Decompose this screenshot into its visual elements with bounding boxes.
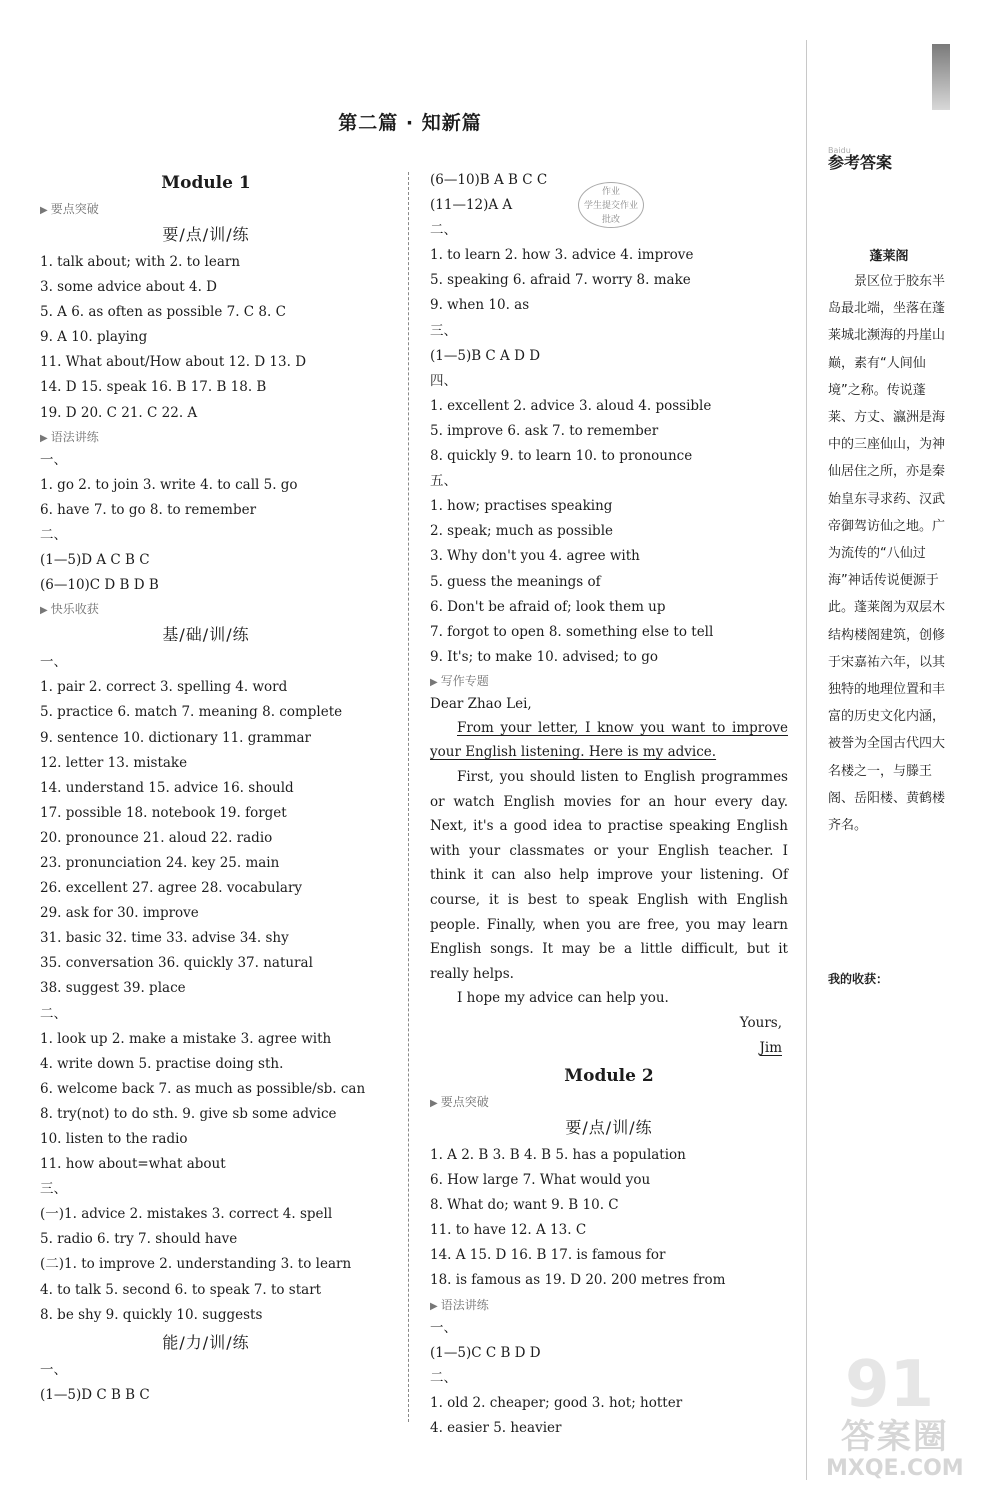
section-tag-label: 语法讲练 [440, 1297, 489, 1312]
left-answer-column [40, 168, 372, 1408]
answer-line: 3. some advice about 4. D [40, 279, 218, 296]
basic-training-answers [40, 650, 372, 1328]
heading-ability-training: 能/力/训/练 [162, 1332, 250, 1352]
answer-line: 19. D 20. C 21. C 22. A [40, 404, 198, 421]
section-tag-writing [430, 670, 788, 692]
answer-line: 一、 [40, 654, 67, 671]
answer-line: 8. be shy 9. quickly 10. suggests [40, 1306, 263, 1323]
answer-line: 14. D 15. speak 16. B 17. B 18. B [40, 379, 267, 396]
letter-paragraph-3: I hope my advice can help you. [457, 990, 669, 1007]
ability-training-answers [40, 1358, 372, 1408]
answer-line: 二、 [40, 526, 67, 543]
m2-grammar-answers [430, 1316, 788, 1441]
answer-line: 7. forgot to open 8. something else to tell [430, 623, 714, 640]
answer-line: 5. radio 6. try 7. should have [40, 1231, 238, 1248]
section-tag-label: 要点突破 [50, 202, 99, 216]
watermark [826, 1418, 964, 1482]
answer-line: 1. to learn 2. how 3. advice 4. improve [430, 247, 694, 264]
letter-body [430, 716, 788, 1011]
answer-line: 一、 [40, 451, 67, 468]
heading-basic-training: 基/础/训/练 [162, 625, 250, 645]
answer-line: (二)1. to improve 2. understanding 3. to learn [40, 1256, 352, 1273]
answer-line: (1—5)D A C B C [40, 552, 150, 569]
answer-line: 1. how; practises speaking [430, 498, 613, 515]
module-1-title: Module 1 [161, 173, 251, 193]
answer-line: 1. look up 2. make a mistake 3. agree with [40, 1030, 332, 1047]
stamp-line-3: 批改 [601, 215, 620, 225]
answer-line: 9. when 10. as [430, 297, 530, 314]
answer-line: 20. pronounce 21. aloud 22. radio [40, 829, 273, 846]
watermark-logo: 答案圈 [840, 1417, 949, 1457]
answer-line: 1. go 2. to join 3. write 4. to call 5. go [40, 476, 298, 493]
answer-line: 4. write down 5. practise doing sth. [40, 1055, 284, 1072]
answer-line: 二、 [430, 1369, 457, 1386]
answer-line: 18. is famous as 19. D 20. 200 metres from [430, 1272, 726, 1289]
answer-line: 1. pair 2. correct 3. spelling 4. word [40, 679, 288, 696]
triangle-icon: ▶ [40, 432, 48, 444]
answer-line: 26. excellent 27. agree 28. vocabulary [40, 880, 303, 897]
answer-line: 二、 [430, 222, 457, 239]
section-tag-key-points [40, 198, 372, 220]
sidebar-story: 景区位于胶东半岛最北端，坐落在蓬莱城北濒海的丹崖山巅，素有“人间仙境”之称。传说蓬莱、方丈、瀛洲是海中的三座仙山，为神仙居住之所，亦是秦始皇东寻求药、汉武帝御驾访仙之地。广为流传的“八仙过海”神话传说便源于此。蓬莱阁为双层木结构楼阁建筑，创修于宋嘉祐六年，以其独特的地理位置和丰富的历史文化内涵，被誉为全国古代四大名楼之一，与滕王阁、岳阳楼、黄鹤楼齐名。 [828, 274, 946, 834]
sidebar-story-title: 蓬莱阁 [869, 249, 909, 264]
answer-line: 17. possible 18. notebook 19. forget [40, 804, 287, 821]
grammar-answers [40, 448, 372, 599]
answer-line: 9. A 10. playing [40, 329, 148, 346]
answer-line: 29. ask for 30. improve [40, 905, 199, 922]
answer-line: 35. conversation 36. quickly 37. natural [40, 955, 313, 972]
answer-line: (1—5)B C A D D [430, 347, 541, 364]
sidebar-tiny-label: Baidu [828, 146, 851, 155]
answer-line: 14. A 15. D 16. B 17. is famous for [430, 1247, 666, 1264]
sidebar-gains-label: 我的收获： [828, 972, 889, 986]
triangle-icon: ▶ [40, 605, 48, 617]
answer-line: 11. to have 12. A 13. C [430, 1222, 587, 1239]
answer-line: 4. easier 5. heavier [430, 1419, 562, 1436]
answer-line: 9. It's; to make 10. advised; to go [430, 648, 658, 665]
answer-line: 5. improve 6. ask 7. to remember [430, 422, 659, 439]
letter-paragraph-1: From your letter, I know you want to improve your English listening. Here is my advice. [430, 719, 788, 761]
answer-line: 10. listen to the radio [40, 1131, 188, 1147]
section-tag-harvest [40, 598, 372, 620]
triangle-icon: ▶ [430, 1098, 438, 1109]
answer-line: 8. quickly 9. to learn 10. to pronounce [430, 448, 693, 465]
answer-line: 12. letter 13. mistake [40, 754, 188, 771]
answer-line: 31. basic 32. time 33. advise 34. shy [40, 930, 289, 947]
answer-line: 三、 [430, 322, 457, 339]
answer-line: (11—12)A A [430, 197, 513, 214]
answer-line: 6. have 7. to go 8. to remember [40, 501, 257, 518]
letter-paragraph-2: First, you should listen to English programmes or watch English movies for an hour every day. Next, it's a good idea to practise speaking English with your classmates or your English teacher. I think it can also help improve your listening. Of course, it is best to speak English with English people. Finally, when you are free, you may learn English songs. It may be a little difficult, but it really helps. [430, 769, 788, 982]
answer-line: 五、 [430, 473, 457, 490]
answer-line: 5. A 6. as often as possible 7. C 8. C [40, 304, 286, 321]
sidebar-title: 参考答案 [828, 153, 893, 172]
answer-line: 14. understand 15. advice 16. should [40, 779, 294, 796]
m2-key-points-answers [430, 1143, 788, 1294]
page-title: 第二篇 · 知新篇 [338, 112, 482, 134]
answer-line: 6. welcome back 7. as much as possible/sb. can [40, 1080, 366, 1097]
stamp-line-2: 学生提交作业 [583, 201, 638, 211]
module-2-title: Module 2 [564, 1066, 654, 1086]
answer-line: 1. old 2. cheaper; good 3. hot; hotter [430, 1394, 683, 1411]
letter-greeting: Dear Zhao Lei, [430, 695, 532, 712]
section-tag-label: 写作专题 [440, 673, 489, 688]
answer-line: 6. How large 7. What would you [430, 1172, 651, 1189]
section-tag-key-points-m2 [430, 1091, 788, 1113]
answer-line: 5. speaking 6. afraid 7. worry 8. make [430, 272, 691, 289]
answer-line: 4. to talk 5. second 6. to speak 7. to start [40, 1281, 322, 1298]
letter-closing: Yours, [739, 1015, 782, 1031]
answer-line: 11. how about=what about [40, 1156, 226, 1173]
answer-line: 23. pronunciation 24. key 25. main [40, 854, 280, 871]
answer-line: (6—10)C D B D B [40, 577, 159, 594]
section-tag-label: 要点突破 [440, 1095, 489, 1109]
heading-key-points: 要/点/训/练 [162, 225, 250, 244]
answer-line: 1. A 2. B 3. B 4. B 5. has a population [430, 1147, 686, 1163]
section-tag-label: 语法讲练 [50, 429, 99, 444]
answer-line: 四、 [430, 372, 457, 389]
page-number: 91 [845, 1348, 935, 1422]
answer-line: (6—10)B A B C C [430, 172, 548, 188]
answer-line: 2. speak; much as possible [430, 523, 614, 540]
answer-line: 1. talk about; with 2. to learn [40, 254, 241, 270]
answer-line: 8. try(not) to do sth. 9. give sb some advice [40, 1105, 337, 1122]
answer-line: 一、 [40, 1361, 67, 1378]
triangle-icon: ▶ [40, 205, 48, 216]
triangle-icon: ▶ [430, 676, 438, 688]
column-divider [408, 172, 409, 1422]
answer-line: 5. guess the meanings of [430, 573, 601, 590]
answer-line: (1—5)C C B D D [430, 1344, 541, 1361]
answer-line: 8. What do; want 9. B 10. C [430, 1197, 619, 1214]
watermark-url: MXQE.COM [826, 1456, 964, 1481]
answer-line: 11. What about/How about 12. D 13. D [40, 354, 307, 371]
section-tag-grammar [40, 426, 372, 448]
answer-line: 二、 [40, 1005, 67, 1022]
answer-line: (一)1. advice 2. mistakes 3. correct 4. spell [40, 1206, 333, 1223]
heading-key-points-m2: 要/点/训/练 [565, 1118, 653, 1137]
answer-line: 9. sentence 10. dictionary 11. grammar [40, 729, 312, 746]
answer-line: (1—5)D C B B C [40, 1386, 150, 1403]
ability-training-answers-cont [430, 168, 788, 670]
key-points-answers [40, 250, 372, 426]
answer-line: 3. Why don't you 4. agree with [430, 548, 640, 565]
answer-line: 5. practice 6. match 7. meaning 8. complete [40, 704, 343, 721]
section-tag-grammar-m2 [430, 1294, 788, 1316]
letter-signature: Jim [759, 1040, 782, 1056]
sidebar-rule [806, 40, 807, 1480]
section-tag-label: 快乐收获 [50, 602, 99, 617]
answer-line: 三、 [40, 1181, 67, 1198]
answer-line: 38. suggest 39. place [40, 980, 186, 997]
stamp-line-1: 作业 [601, 187, 620, 197]
middle-answer-column [430, 168, 788, 1441]
triangle-icon: ▶ [430, 1300, 438, 1312]
answer-line: 1. excellent 2. advice 3. aloud 4. possible [430, 397, 712, 414]
answer-line: 一、 [430, 1319, 457, 1336]
answer-line: 6. Don't be afraid of; look them up [430, 598, 666, 615]
page-edge-tab [932, 44, 950, 110]
